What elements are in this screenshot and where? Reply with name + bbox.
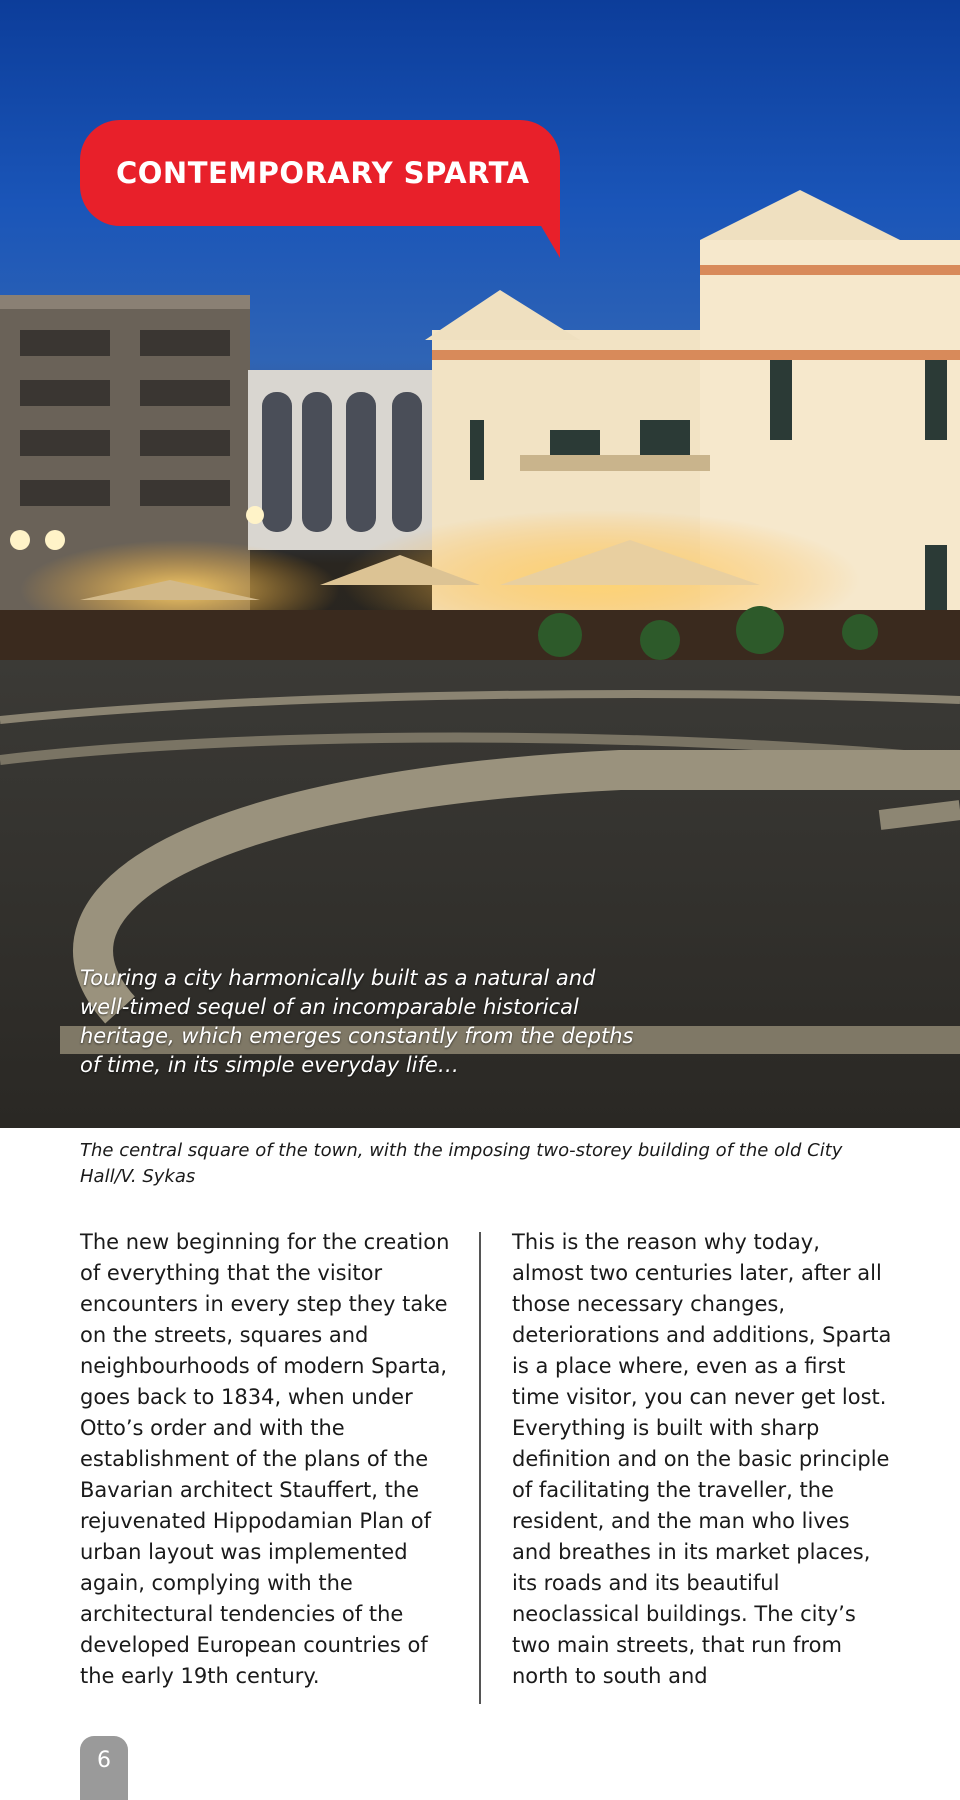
page-number: 6 xyxy=(97,1748,111,1773)
column-divider xyxy=(479,1232,481,1704)
section-title-bubble xyxy=(80,120,560,226)
left-column-text: The new beginning for the creation of everything that the visitor encounters in every step they take on the streets, squares and neighbourhoods of modern Sparta, goes back to 1834, when under Otto’s order and with the establishment of the plans of the Bavarian architect Stauffert, the rejuvenated Hippodamian Plan of urban layout was implemented again, complying with the architectural tendencies of the developed European countries of the early 19th century. xyxy=(80,1230,450,1688)
section-title: CONTEMPORARY SPARTA xyxy=(116,156,530,190)
right-column xyxy=(512,1227,892,1692)
photo-overlay-quote: Touring a city harmonically built as a natural and well-timed sequel of an incomparable historical heritage, which emerges constantly from the depths of time, in its simple everyday life… xyxy=(80,966,634,1077)
right-column-text: This is the reason why today, almost two centuries later, after all those necessary changes, deteriorations and additions, Sparta is a place where, even as a first time visitor, you can never get lost. Everything is built with sharp definition and on the basic principle of facilitating the traveller, the resident, and the man who lives and breathes in its market places, its roads and its beautiful neoclassical buildings. The city’s two main streets, that run from north to south and xyxy=(512,1230,892,1688)
left-column xyxy=(80,1227,460,1692)
photo-caption: The central square of the town, with the imposing two-storey building of the old City Hall/V. Sykas xyxy=(80,1140,843,1187)
page-number-tab xyxy=(80,1736,128,1800)
